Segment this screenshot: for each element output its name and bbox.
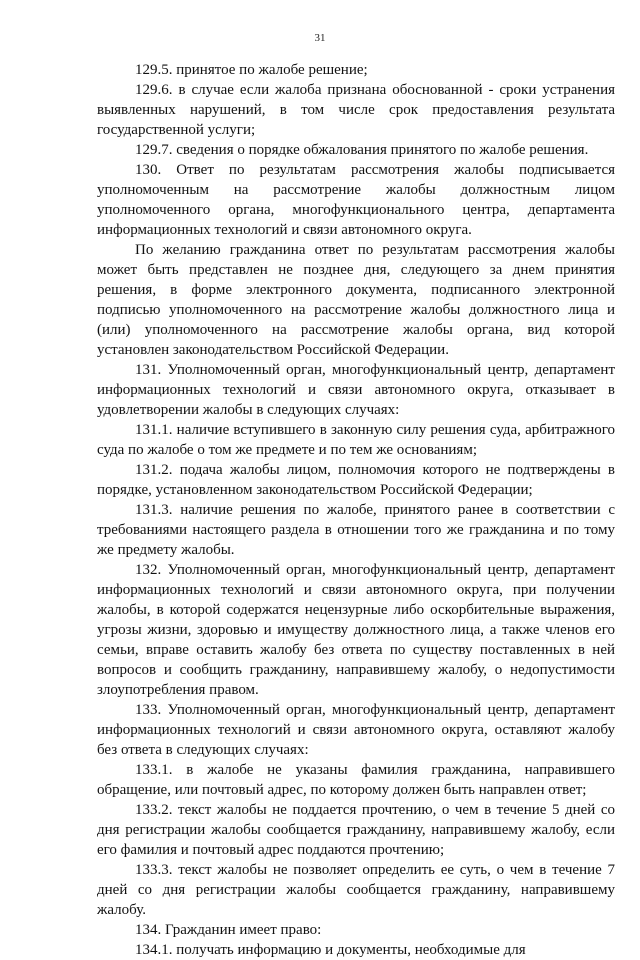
- paragraph-133-1: 133.1. в жалобе не указаны фамилия гражданина, направившего обращение, или почтовый адрес, по которому должен быть направлен ответ;: [97, 762, 615, 798]
- paragraph-131-1: 131.1. наличие вступившего в законную силу решения суда, арбитражного суда по жалобе о том же предмете и по тем же основаниям;: [97, 422, 615, 458]
- paragraph-133: 133. Уполномоченный орган, многофункциональный центр, департамент информационных технологий и связи автономного округа, оставляют жалобу без ответа в следующих случаях:: [97, 702, 615, 758]
- paragraph-133-3: 133.3. текст жалобы не позволяет определить ее суть, о чем в течение 7 дней со дня регистрации жалобы сообщается гражданину, направившему жалобу.: [97, 862, 615, 918]
- paragraph-129-5: 129.5. принятое по жалобе решение;: [135, 62, 368, 78]
- page-number: 31: [314, 32, 326, 44]
- document-body: [97, 60, 615, 960]
- paragraph-134: 134. Гражданин имеет право:: [135, 922, 322, 938]
- paragraph-130: 130. Ответ по результатам рассмотрения жалобы подписывается уполномоченным на рассмотрение жалобы должностным лицом уполномоченного органа, многофункционального центра, департамента информационных технологий и связи автономного округа.: [97, 162, 615, 238]
- paragraph-129-6: 129.6. в случае если жалоба признана обоснованной - сроки устранения выявленных нарушений, в том числе срок предоставления результата государственной услуги;: [97, 82, 615, 138]
- paragraph-131: 131. Уполномоченный орган, многофункциональный центр, департамент информационных технологий и связи автономного округа, отказывает в удовлетворении жалобы в следующих случаях:: [97, 362, 615, 418]
- paragraph-132: 132. Уполномоченный орган, многофункциональный центр, департамент информационных технологий и связи автономного округа, при получении жалобы, в которой содержатся нецензурные либо оскорбительные выражения, угрозы жизни, здоровью и имуществу должностного лица, а также членов его семьи, вправе оставить жалобу без ответа по существу поставленных в ней вопросов и сообщить гражданину, направившему жалобу, о недопустимости злоупотребления правом.: [97, 562, 615, 698]
- paragraph-129-7: 129.7. сведения о порядке обжалования принятого по жалобе решения.: [135, 142, 589, 158]
- paragraph-131-2: 131.2. подача жалобы лицом, полномочия которого не подтверждены в порядке, установленном законодательством Российской Федерации;: [97, 462, 615, 498]
- paragraph-134-1: 134.1. получать информацию и документы, необходимые для: [135, 942, 526, 958]
- paragraph-131-3: 131.3. наличие решения по жалобе, принятого ранее в соответствии с требованиями настоящего раздела в отношении того же гражданина и по тому же предмету жалобы.: [97, 502, 615, 558]
- paragraph-130-electronic-answer: По желанию гражданина ответ по результатам рассмотрения жалобы может быть представлен не позднее дня, следующего за днем принятия решения, в форме электронного документа, подписанного электронной подписью уполномоченного на рассмотрение жалобы должностного лица и (или) уполномоченного на рассмотрение жалобы органа, вид которой установлен законодательством Российской Федерации.: [97, 242, 615, 358]
- paragraph-133-2: 133.2. текст жалобы не поддается прочтению, о чем в течение 5 дней со дня регистрации жалобы сообщается гражданину, направившему жалобу, если его фамилия и почтовый адрес поддаются прочтению;: [97, 802, 615, 858]
